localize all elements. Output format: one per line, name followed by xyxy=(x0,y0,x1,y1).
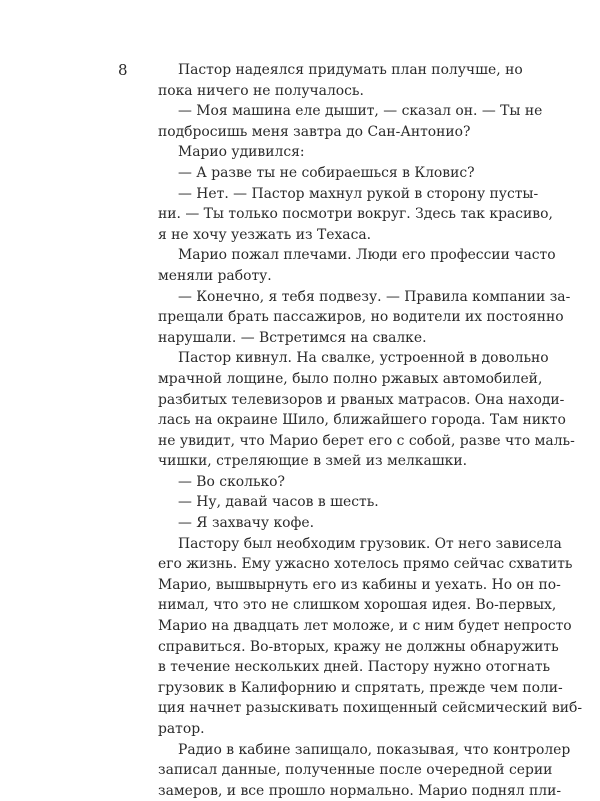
text-line: — Нет. — Пастор махнул рукой в сторону пусты- xyxy=(178,185,539,202)
text-line: ратор. xyxy=(158,721,205,737)
text-line: ция начнет разыскивать похищенный сейсмический виб- xyxy=(158,700,583,717)
text-line: Марио пожал плечами. Люди его профессии часто xyxy=(178,247,556,264)
text-line: — А разве ты не собираешься в Кловис? xyxy=(178,164,475,181)
text-line: подбросишь меня завтра до Сан-Антонио? xyxy=(158,123,471,140)
text-line: лась на окраине Шило, ближайшего города. Там никто xyxy=(158,412,566,429)
text-line: Марио на двадцать лет моложе, и с ним будет непросто xyxy=(158,618,572,635)
text-line: Радио в кабине запищало, показывая, что контролер xyxy=(178,741,571,758)
text-line: грузовик в Калифорнию и спрятать, прежде чем поли- xyxy=(158,679,563,696)
text-line: Марио удивился: xyxy=(178,144,305,161)
text-line: чишки, стреляющие в змей из мелкашки. xyxy=(158,453,468,470)
page-number: 8 xyxy=(118,61,128,79)
text-line: — Моя машина еле дышит, — сказал он. — Ты не xyxy=(178,103,543,120)
text-line: — Во сколько? xyxy=(178,473,285,490)
text-line: записал данные, полученные после очередной серии xyxy=(158,762,553,779)
text-line: — Конечно, я тебя подвезу. — Правила компании за- xyxy=(178,288,571,305)
text-line: нимал, что это не слишком хорошая идея. Во-первых, xyxy=(158,597,557,614)
body-text xyxy=(158,60,583,801)
text-line: мрачной лощине, было полно ржавых автомобилей, xyxy=(158,370,543,387)
text-line: не увидит, что Марио берет его с собой, разве что маль- xyxy=(158,432,575,449)
text-line: его жизнь. Ему ужасно хотелось прямо сейчас схватить xyxy=(158,556,573,573)
text-line: пока ничего не получалось. xyxy=(158,82,364,99)
text-line: ни. — Ты только посмотри вокруг. Здесь так красиво, xyxy=(158,206,553,223)
text-line: прещали брать пассажиров, но водители их постоянно xyxy=(158,309,564,326)
text-line: нарушали. — Встретимся на свалке. xyxy=(158,329,427,346)
text-line: я не хочу уезжать из Техаса. xyxy=(158,226,372,243)
text-line: — Ну, давай часов в шесть. xyxy=(178,494,379,511)
text-line: Марио, вышвырнуть его из кабины и уехать. Но он по- xyxy=(158,576,561,593)
text-line: Пастор кивнул. На свалке, устроенной в довольно xyxy=(178,350,549,367)
text-line: меняли работу. xyxy=(158,267,272,284)
text-line: замеров, и все прошло нормально. Марио поднял пли- xyxy=(158,782,562,799)
text-line: разбитых телевизоров и рваных матрасов. Она находи- xyxy=(158,391,565,408)
text-line: — Я захвачу кофе. xyxy=(178,515,315,532)
text-line: в течение нескольких дней. Пастору нужно отогнать xyxy=(158,659,551,676)
text-line: Пастор надеялся придумать план получше, но xyxy=(178,62,523,78)
text-line: справиться. Во-вторых, кражу не должны обнаружить xyxy=(158,638,559,655)
text-line: Пастору был необходим грузовик. От него зависела xyxy=(178,535,562,552)
